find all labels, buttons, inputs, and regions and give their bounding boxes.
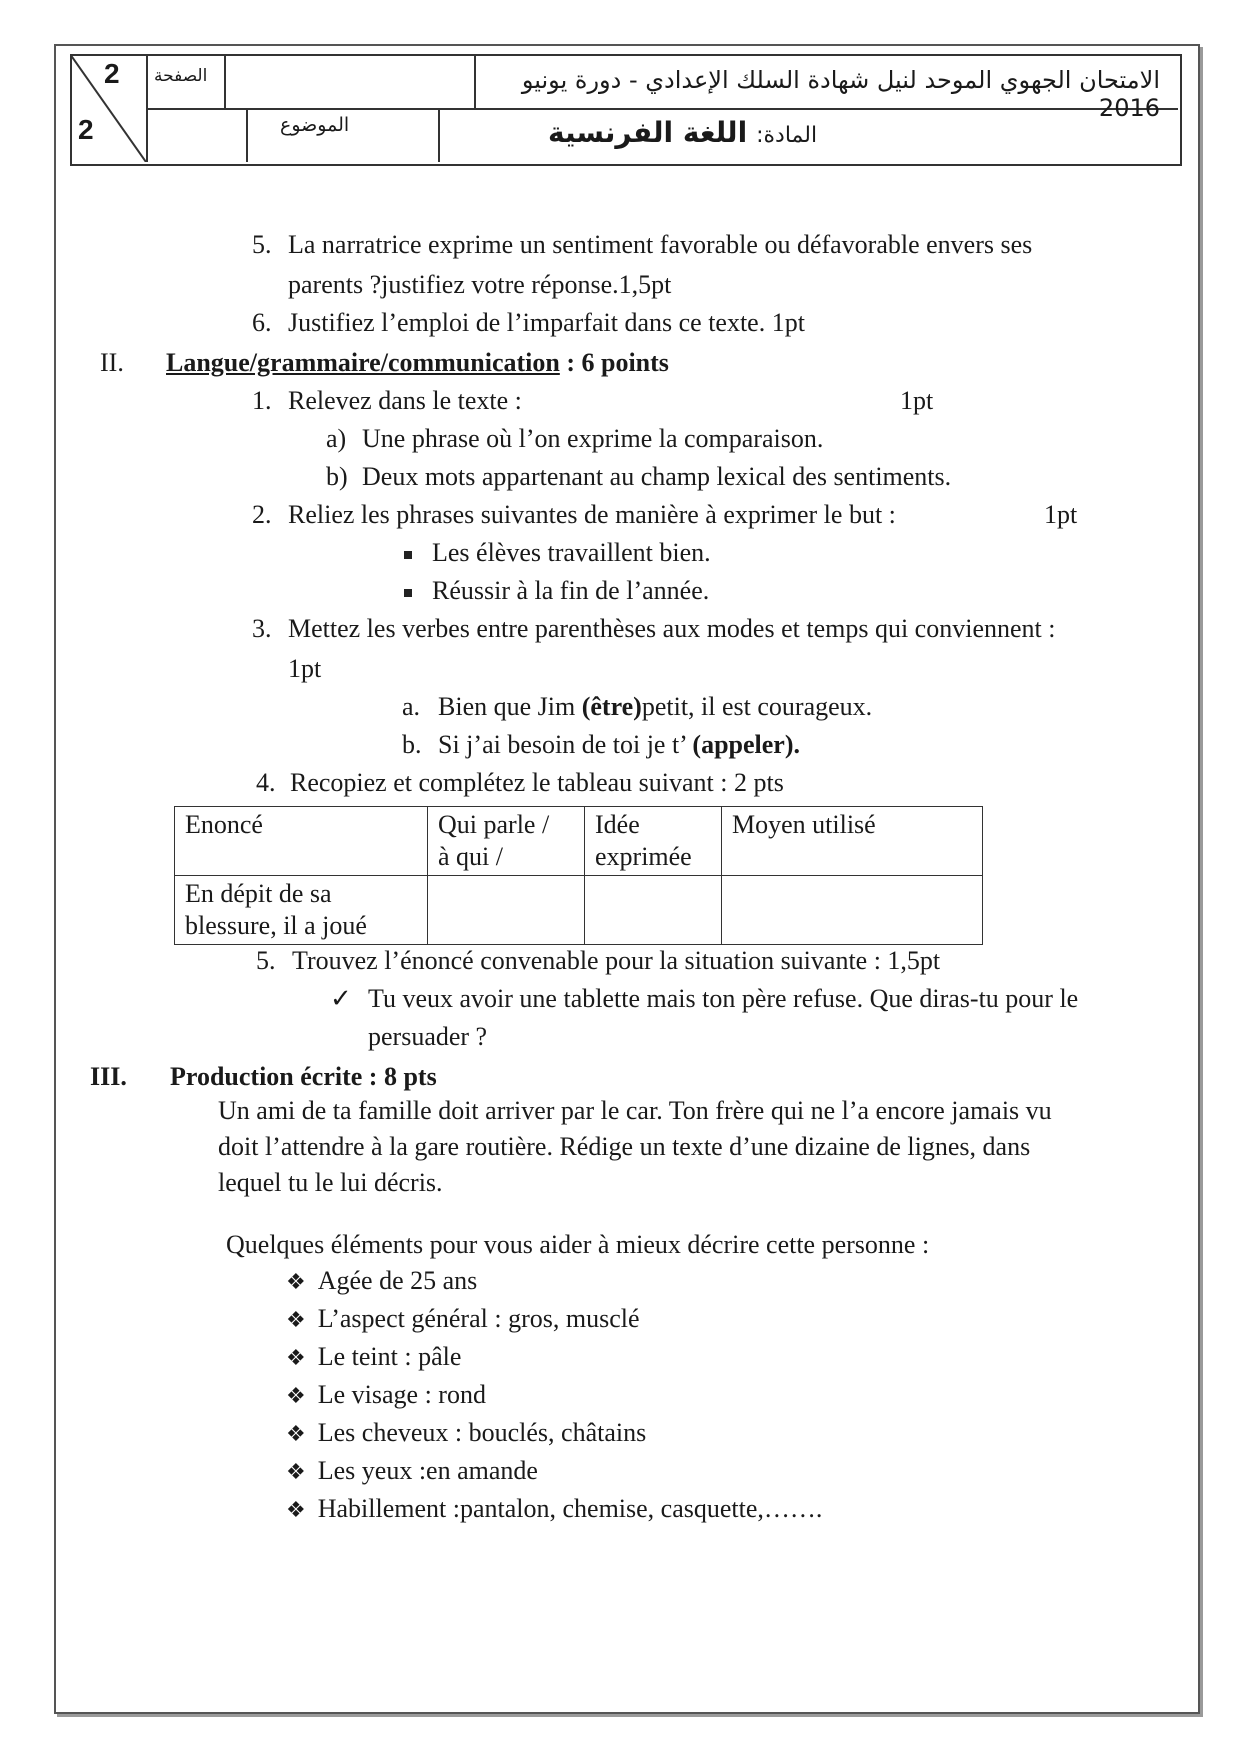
table-header-moyen <box>722 807 983 876</box>
ii-q3b-sentence <box>438 728 800 762</box>
ii-q1b-label: b) <box>326 462 348 491</box>
iii-intro: Quelques éléments pour vous aider à mieux décrire cette personne : <box>226 1230 930 1259</box>
diamond-bullet-icon: ❖ <box>286 1383 306 1408</box>
square-bullet-icon <box>404 589 412 597</box>
ii-q3a-post: petit, il est courageux. <box>641 692 873 721</box>
table-header-text: Enoncé <box>185 810 263 839</box>
ii-q2-item1 <box>404 536 711 570</box>
page-label: الصفحة <box>154 66 208 86</box>
ii-q3a-sentence <box>438 690 872 724</box>
table-header-row <box>175 807 983 876</box>
ii-q1b-text: Deux mots appartenant au champ lexical des sentiments. <box>362 462 952 491</box>
iii-prompt-line3: lequel tu le lui décris. <box>218 1168 443 1197</box>
list-item-text: Le teint : pâle <box>317 1342 462 1371</box>
section-ii-number: II. <box>100 348 124 377</box>
diamond-bullet-icon: ❖ <box>286 1497 306 1522</box>
q5-line2: parents ?justifiez votre réponse.1,5pt <box>288 270 672 299</box>
section-ii-title: Langue/grammaire/communication <box>166 348 560 377</box>
list-item <box>286 1340 461 1375</box>
ii-q1-number: 1. <box>252 386 272 415</box>
section-iii-title: Production écrite : 8 pts <box>170 1062 437 1091</box>
list-item-text: Les yeux :en amande <box>317 1456 538 1485</box>
q5-number: 5. <box>252 230 272 259</box>
iii-prompt-line1: Un ami de ta famille doit arriver par le car. Ton frère qui ne l’a encore jamais vu <box>218 1096 1052 1125</box>
table-header-qui-parle <box>428 807 585 876</box>
list-item <box>286 1492 822 1527</box>
ii-q3b-pre: Si j’ai besoin de toi je t’ <box>438 730 693 759</box>
table-cell-empty <box>428 876 585 945</box>
subject-label: المادة: <box>756 123 818 148</box>
iii-prompt-line2: doit l’attendre à la gare routière. Rédige un texte d’une dizaine de lignes, dans <box>218 1132 1031 1161</box>
table-cell-text: En dépit de sa <box>185 879 332 908</box>
list-item-text: Habillement :pantalon, chemise, casquette,……. <box>317 1494 823 1523</box>
ii-q2-item2 <box>404 574 709 608</box>
table-cell-text: blessure, il a joué <box>185 911 367 940</box>
diamond-bullet-icon: ❖ <box>286 1345 306 1370</box>
ii-q2-points: 1pt <box>1044 500 1078 529</box>
table-row <box>175 876 983 945</box>
analysis-table <box>174 806 983 945</box>
ii-q5-number: 5. <box>256 946 276 975</box>
ii-q1-points: 1pt <box>900 386 934 415</box>
ii-q2-number: 2. <box>252 500 272 529</box>
page-number: 2 <box>104 58 120 89</box>
ii-q3a-verb: (être) <box>581 692 642 721</box>
ii-q3b-label: b. <box>402 730 422 759</box>
table-cell-empty <box>585 876 722 945</box>
table-header-text: Moyen utilisé <box>732 810 876 839</box>
table-header-text: Qui parle / <box>438 810 550 839</box>
table-header-text: Idée <box>595 810 640 839</box>
list-item-text: Agée de 25 ans <box>317 1266 478 1295</box>
section-ii-points: : 6 points <box>559 348 669 377</box>
q5-line1: La narratrice exprime un sentiment favorable ou défavorable envers ses <box>288 230 1033 259</box>
list-item <box>286 1264 477 1299</box>
ii-q3-line1: Mettez les verbes entre parenthèses aux modes et temps qui conviennent : <box>288 614 1056 643</box>
ii-q1a-text: Une phrase où l’on exprime la comparaison. <box>362 424 824 453</box>
section-ii-heading <box>166 346 669 380</box>
ii-q3a-pre: Bien que Jim <box>438 692 582 721</box>
ii-q1-text: Relevez dans le texte : <box>288 386 522 415</box>
ii-q3a-label: a. <box>402 692 421 721</box>
square-bullet-icon <box>404 551 412 559</box>
topic-label: الموضوع <box>280 114 350 136</box>
list-item-text: Les cheveux : bouclés, châtains <box>317 1418 647 1447</box>
q6-number: 6. <box>252 308 272 337</box>
ii-q2-text: Reliez les phrases suivantes de manière à exprimer le but : <box>288 500 896 529</box>
table-header-enonce <box>175 807 428 876</box>
list-item-text: L’aspect général : gros, musclé <box>317 1304 640 1333</box>
section-iii-number: III. <box>90 1062 127 1091</box>
table-header-text: à qui / <box>438 842 503 871</box>
ii-q1a-label: a) <box>326 424 347 453</box>
list-item <box>286 1416 646 1451</box>
ii-q5-line1: Tu veux avoir une tablette mais ton père refuse. Que diras-tu pour le <box>368 984 1079 1013</box>
ii-q4-text: Recopiez et complétez le tableau suivant : 2 pts <box>290 768 784 797</box>
ii-q5-line2: persuader ? <box>368 1022 488 1051</box>
list-item <box>286 1454 538 1489</box>
list-item-text: Le visage : rond <box>317 1380 486 1409</box>
table-cell-empty <box>722 876 983 945</box>
ii-q3b-verb: (appeler). <box>692 730 801 759</box>
subject-line <box>548 116 817 149</box>
diamond-bullet-icon: ❖ <box>286 1269 306 1294</box>
total-pages: 2 <box>78 114 94 145</box>
table-cell-enonce <box>175 876 428 945</box>
table-header-text: exprimée <box>595 842 692 871</box>
list-item <box>286 1302 640 1337</box>
subject-value: اللغة الفرنسية <box>548 116 748 149</box>
ii-q2-item1-text: Les élèves travaillent bien. <box>432 538 711 567</box>
ii-q3-line2: 1pt <box>288 654 322 683</box>
diamond-bullet-icon: ❖ <box>286 1459 306 1484</box>
exam-title: الامتحان الجهوي الموحد لنيل شهادة السلك الإعدادي - دورة يونيو 2016 <box>521 66 1160 122</box>
ii-q4-number: 4. <box>256 768 276 797</box>
diamond-bullet-icon: ❖ <box>286 1307 306 1332</box>
q6-text: Justifiez l’emploi de l’imparfait dans ce texte. 1pt <box>288 308 805 337</box>
table-header-idee <box>585 807 722 876</box>
ii-q5-text: Trouvez l’énoncé convenable pour la situation suivante : 1,5pt <box>292 946 941 975</box>
diamond-bullet-icon: ❖ <box>286 1421 306 1446</box>
ii-q2-item2-text: Réussir à la fin de l’année. <box>432 576 710 605</box>
ii-q3-number: 3. <box>252 614 272 643</box>
checkmark-icon: ✓ <box>330 984 352 1013</box>
list-item <box>286 1378 486 1413</box>
